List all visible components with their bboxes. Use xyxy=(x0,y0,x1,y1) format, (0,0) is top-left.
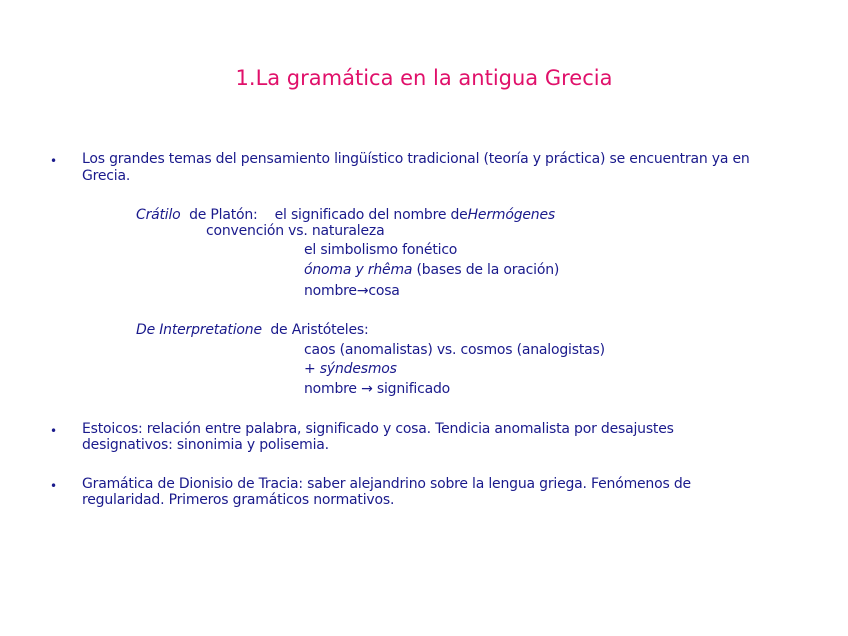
bullet-3-line-1: Gramática de Dionisio de Tracia: saber alejandrino sobre la lengua griega. Fenómenos de xyxy=(82,476,691,492)
bullet-2-line-1: Estoicos: relación entre palabra, significado y cosa. Tendicia anomalista por desajustes xyxy=(82,421,674,437)
cratilo-hermogenes: Hermógenes xyxy=(467,207,555,223)
cratilo-sub-1: convención vs. naturaleza xyxy=(206,223,385,239)
interpretatione-sub-3: nombre → significado xyxy=(304,381,451,397)
interpretatione-sub-2: + sýndesmos xyxy=(304,361,397,377)
cratilo-author: de Platón: xyxy=(189,207,258,223)
bullet-2: • xyxy=(50,424,58,438)
cratilo-sub-3 xyxy=(304,262,559,278)
bullet-1: • xyxy=(50,154,58,168)
cratilo-work-title: Crátilo xyxy=(136,207,181,223)
interpretatione-work-title: De Interpretatione xyxy=(136,322,262,338)
cratilo-sub-3-rest: (bases de la oración) xyxy=(416,262,560,278)
bullet-1-line-2: Grecia. xyxy=(82,168,131,184)
bullet-3-line-2: regularidad. Primeros gramáticos normativos. xyxy=(82,492,395,508)
onoma-rhema: ónoma y rhêma xyxy=(304,262,413,278)
cratilo-heading xyxy=(136,207,555,223)
cratilo-sub-2: el simbolismo fonético xyxy=(304,242,458,258)
bullet-1-line-1: Los grandes temas del pensamiento lingüístico tradicional (teoría y práctica) se encuentran ya en xyxy=(82,151,750,167)
interpretatione-author: de Aristóteles: xyxy=(270,322,369,338)
interpretatione-sub-1: caos (anomalistas) vs. cosmos (analogistas) xyxy=(304,342,605,358)
slide-title: 1.La gramática en la antigua Grecia xyxy=(235,66,613,90)
interpretatione-heading xyxy=(136,322,369,338)
bullet-3: • xyxy=(50,479,58,493)
bullet-2-line-2: designativos: sinonimia y polisemia. xyxy=(82,437,329,453)
cratilo-lead: el significado del nombre de xyxy=(274,207,468,223)
cratilo-sub-4: nombre→cosa xyxy=(304,283,400,299)
